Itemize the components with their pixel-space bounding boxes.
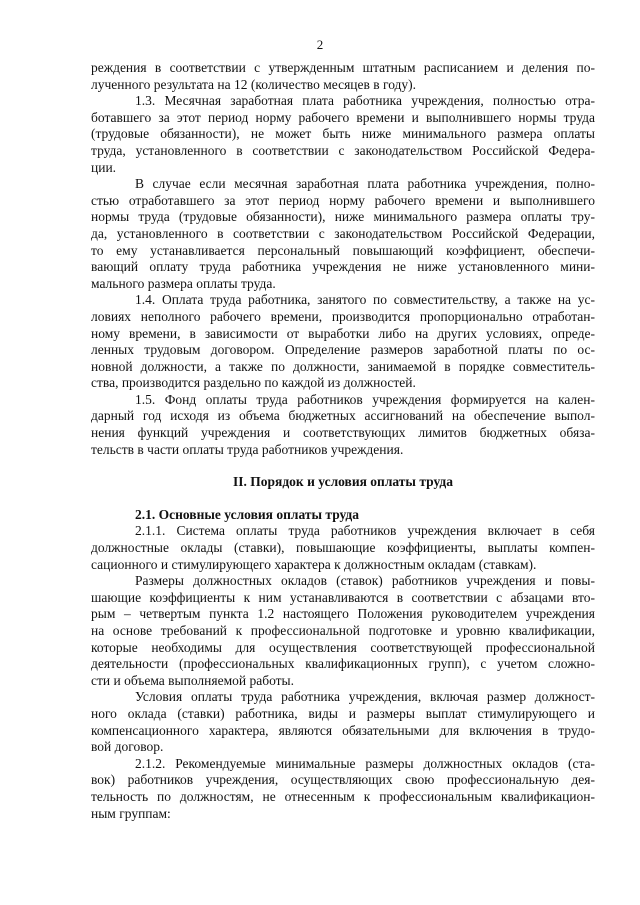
paragraph-1-4	[91, 292, 595, 392]
paragraph-1-3-case	[91, 176, 595, 292]
text-line: ного оклада (ставки) работника, виды и размеры выплат стимулирующего и	[91, 705, 595, 721]
page-number: 2	[316, 37, 324, 52]
text-line: стью отработавшего за этот период норму рабочего времени и выполнившего	[91, 192, 595, 208]
text-line: тельность по должностям, не отнесенным к профессиональным квалификацион-	[91, 788, 595, 804]
subsection-title: 2.1. Основные условия оплаты труда	[135, 506, 360, 522]
text-line: шающие коэффициенты к ним устанавливаются в соответствии с абзацами вто-	[91, 589, 595, 605]
text-line: реждения в соответствии с утвержденным штатным расписанием и деления по-	[91, 60, 595, 75]
text-line: ловиях неполного рабочего времени, производится пропорционально отработан-	[91, 308, 595, 324]
section-title: II. Порядок и условия оплаты труда	[233, 474, 453, 490]
text-line: нормы труда (трудовые обязанности), ниже минимального размера оплаты тру-	[91, 209, 595, 225]
text-line: рым – четвертым пункта 1.2 настоящего Положения руководителем учреждения	[91, 606, 595, 622]
text-line: мального размера оплаты труда.	[91, 275, 276, 291]
paragraph-2-1-1-conditions	[91, 689, 595, 755]
text-line: 1.3. Месячная заработная плата работника учреждения, полностью отра-	[135, 93, 595, 109]
text-line: вок) работников учреждения, осуществляющих свою профессиональную дея-	[91, 772, 595, 788]
text-line: В случае если месячная заработная плата работника учреждения, полно-	[135, 176, 595, 192]
text-line: ции.	[91, 159, 117, 175]
section-spacer	[91, 491, 595, 507]
text-line: ному времени, в зависимости от выработки либо на других условиях, опреде-	[91, 325, 595, 341]
text-line: (трудовые обязанности), не может быть ниже минимального размера оплаты	[91, 126, 595, 142]
text-line: должностные оклады (ставки), повышающие коэффициенты, выплаты компен-	[91, 540, 595, 556]
text-line: ботавшего за этот период норму рабочего времени и выполнившего нормы труда	[91, 109, 595, 125]
paragraph-2-1-1-salaries	[91, 573, 595, 689]
text-line: на основе требований к профессиональной подготовке и уровню квалификации,	[91, 623, 595, 638]
text-line: компенсационного характера, являются обязательными для включения в трудо-	[91, 722, 595, 738]
text-line: Размеры должностных окладов (ставок) работников учреждения и повы-	[135, 573, 595, 589]
text-line: 2.1.1. Система оплаты труда работников учреждения включает в себя	[135, 523, 595, 539]
text-line: которые необходимы для осуществления соответствующей профессиональной	[91, 639, 595, 655]
text-line: то ему устанавливается персональный повышающий коэффициент, обеспечи-	[91, 242, 595, 258]
text-line: лученного результата на 12 (количество месяцев в году).	[91, 76, 417, 92]
text-line: сационного и стимулирующего характера к должностным окладам (ставкам).	[91, 556, 537, 572]
text-line: ленных трудовым договором. Определение размеров заработной платы по ос-	[91, 342, 595, 358]
paragraph-continuation	[91, 60, 595, 93]
text-line: дарный год исходя из объема бюджетных ассигнований на обеспечение выпол-	[91, 408, 595, 424]
text-line: сти и объема выполняемой работы.	[91, 672, 294, 688]
paragraph-1-5	[91, 392, 595, 458]
document-body	[91, 60, 595, 822]
text-line: 1.4. Оплата труда работника, занятого по совместительству, а также на ус-	[135, 292, 595, 308]
text-line: вающий оплату труда работника учреждения не ниже установленного мини-	[91, 259, 595, 275]
text-line: 2.1.2. Рекомендуемые минимальные размеры должностных окладов (ста-	[135, 755, 595, 771]
text-line: новной должности, а также по должности, занимаемой в порядке совместитель-	[91, 358, 595, 374]
text-line: ным группам:	[91, 805, 171, 821]
text-line: деятельности (профессиональных квалификационных групп), с учетом сложно-	[91, 656, 595, 672]
text-line: да, установленного в соответствии с законодательством Российской Федерации,	[91, 225, 595, 241]
text-line: ства, производится раздельно по каждой из должностей.	[91, 375, 416, 391]
text-line: тельств в части оплаты труда работников учреждения.	[91, 441, 404, 457]
text-line: нения функций учреждения и соответствующих лимитов бюджетных обяза-	[91, 425, 595, 441]
text-line: вой договор.	[91, 739, 164, 755]
text-line: 1.5. Фонд оплаты труда работников учреждения формируется на кален-	[135, 391, 595, 407]
paragraph-1-3	[91, 93, 595, 176]
text-line: Условия оплаты труда работника учреждения, включая размер должност-	[135, 689, 595, 705]
paragraph-2-1-1	[91, 523, 595, 573]
paragraph-2-1-2	[91, 756, 595, 822]
section-spacer	[91, 458, 595, 474]
text-line: труда, установленного в соответствии с законодательством Российской Федера-	[91, 142, 595, 158]
